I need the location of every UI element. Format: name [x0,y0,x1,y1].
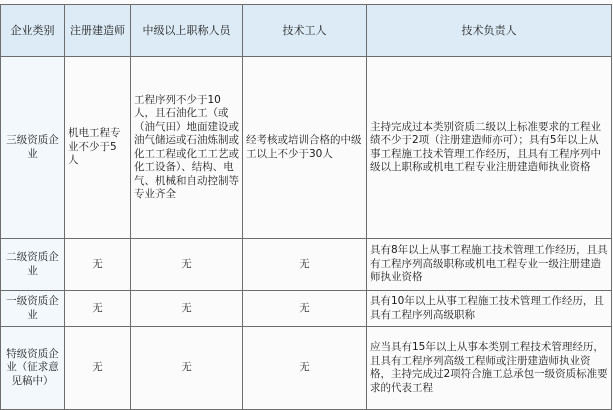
mid-level-staff-cell: 无 [131,239,243,291]
technical-workers-cell: 无 [243,239,367,291]
mid-level-staff-cell: 工程序列不少于10人，且石油化工（或（油气田）地面建设或油气储运或石油炼制或化工工程或化工工艺或化工设备）、结构、电气、机械和自动控制等专业齐全 [131,57,243,239]
technical-lead-cell: 具有8年以上从事工程施工技术管理工作经历，且具有工程序列高级职称或机电工程专业一级注册建造师执业资格 [367,239,612,291]
header-mid-level-staff: 中级以上职称人员 [131,5,243,57]
table-row [1,239,612,291]
registered-builders-cell: 无 [65,327,131,410]
technical-lead-cell: 具有10年以上从事工程施工技术管理工作经历，且具有工程序列高级职称 [367,291,612,327]
category-cell: 三级资质企业 [1,57,65,239]
technical-workers-cell: 无 [243,291,367,327]
mid-level-staff-cell: 无 [131,291,243,327]
header-technical-lead: 技术负责人 [367,5,612,57]
header-registered-builders: 注册建造师 [65,5,131,57]
category-cell: 一级资质企业 [1,291,65,327]
registered-builders-cell: 机电工程专业不少于5人 [65,57,131,239]
registered-builders-cell: 无 [65,291,131,327]
table-row [1,57,612,239]
category-cell: 特级资质企业（征求意见稿中） [1,327,65,410]
table-row [1,327,612,410]
technical-workers-cell: 无 [243,327,367,410]
table-header-row [1,5,612,57]
header-technical-workers: 技术工人 [243,5,367,57]
mid-level-staff-cell: 无 [131,327,243,410]
qualification-table [0,4,612,410]
technical-workers-cell: 经考核或培训合格的中级工以上不少于30人 [243,57,367,239]
table-row [1,291,612,327]
registered-builders-cell: 无 [65,239,131,291]
technical-lead-cell: 主持完成过本类别资质二级以上标准要求的工程业绩不少于2项（注册建造师亦可）；具有5年以上从事工程施工技术管理工作经历，且具有工程序列中级以上职称或机电工程专业注册建造师执业资格 [367,57,612,239]
header-category: 企业类别 [1,5,65,57]
technical-lead-cell: 应当具有15年以上从事本类别工程技术管理经历，且具有工程序列高级工程师或注册建造师执业资格，主持完成过2项符合施工总承包一级资质标准要求的代表工程 [367,327,612,410]
category-cell: 二级资质企业 [1,239,65,291]
